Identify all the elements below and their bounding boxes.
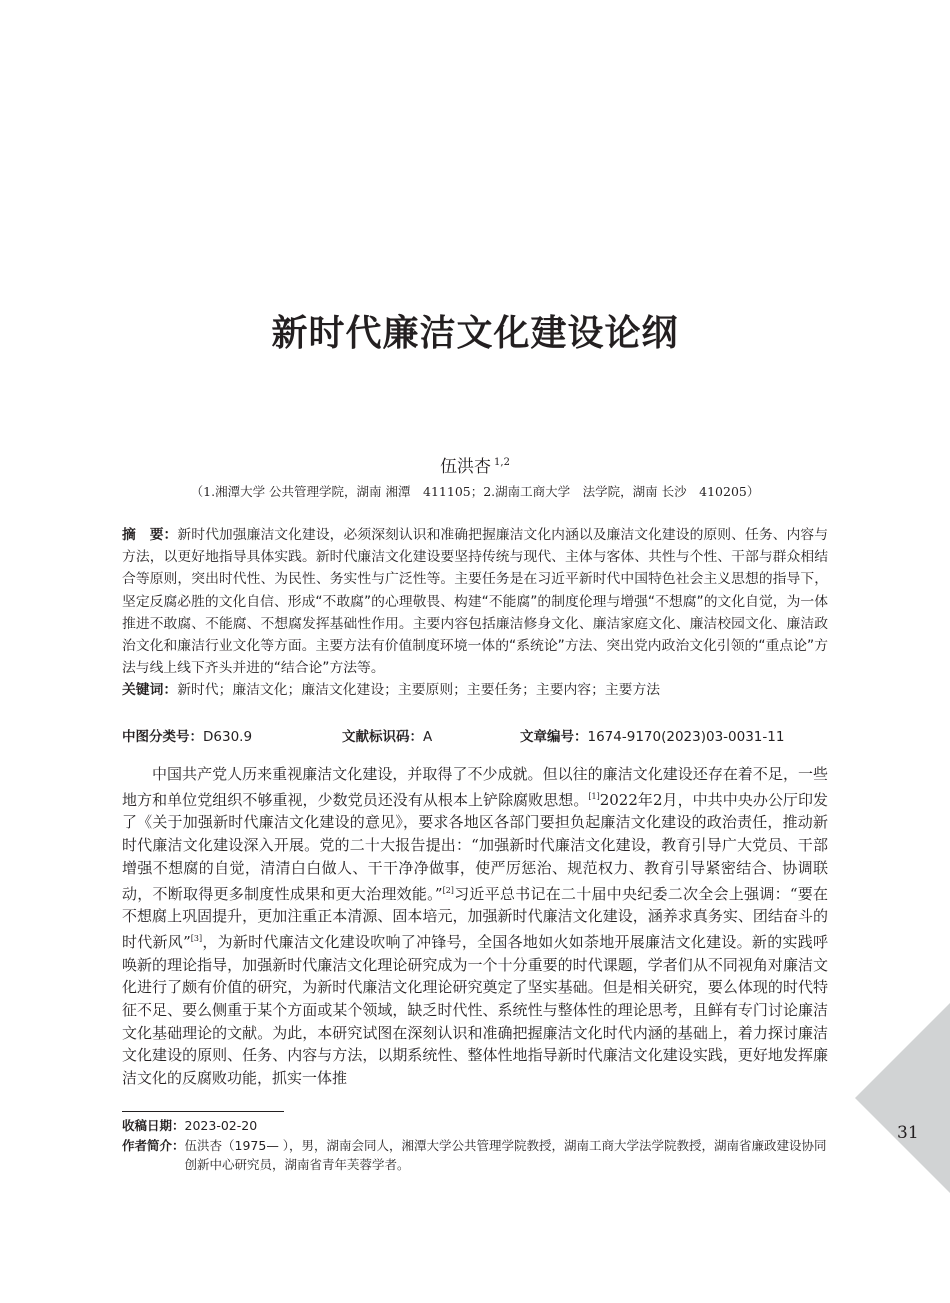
footnote-divider [122,1111,284,1112]
clc-value: D630.9 [203,729,253,745]
paper-title: 新时代廉洁文化建设论纲 [271,313,679,354]
abstract [122,524,828,702]
doc-code-label: 文献标识码： [342,729,423,745]
received-value: 2023-02-20 [184,1118,258,1133]
author-name: 伍洪杏 [440,457,492,477]
page-corner-tab [855,1003,950,1193]
keywords-text: 新时代；廉洁文化；廉洁文化建设；主要原则；主要任务；主要内容；主要方法 [177,682,661,699]
doc-code-value: A [423,729,433,745]
article-number [520,725,784,745]
received-date [122,1116,828,1135]
author-affiliation: （1.湘潭大学 公共管理学院，湖南 湘潭 411105；2.湖南工商大学 法学院，湖南 长沙 410205） [190,484,760,499]
abstract-text: 新时代加强廉洁文化建设，必须深刻认识和准确把握廉洁文化内涵以及廉洁文化建设的原则、任务、内容与方法，以更好地指导具体实践。新时代廉洁文化建设要坚持传统与现代、主体与客体、共性与个性、干部与群众相结合等原则，突出时代性、为民性、务实性与广泛性等。主要任务是在习近平新时代中国特色社会主义思想的指导下，坚定反腐必胜的文化自信、形成“不敢腐”的心理敬畏、构建“不能腐”的制度伦理与增强“不想腐”的文化自觉，为一体推进不敢腐、不能腐、不想腐发挥基础性作用。主要内容包括廉洁修身文化、廉洁家庭文化、廉洁校园文化、廉洁政治文化和廉洁行业文化等方面。主要方法有价值制度环境一体的“系统论”方法、突出党内政治文化引领的“重点论”方法与线上线下齐头并进的“结合论”方法等。 [122,527,829,677]
article-no-value: 1674-9170(2023)03-0031-11 [587,729,785,745]
author-bio-text: 伍洪杏（1975— ），男，湖南会同人，湘潭大学公共管理学院教授，湖南工商大学法学院教授，湖南省廉政建设协同创新中心研究员，湖南省青年芙蓉学者。 [184,1138,827,1172]
citation-1: [1] [588,791,600,801]
body-paragraph [122,763,828,1090]
body-text-1: 中国共产党人历来重视廉洁文化建设，并取得了不少成就。但以往的廉洁文化建设还存在着不足，一些地方和单位党组织不够重视，少数党员还没有从根本上铲除腐败思想。 [122,765,828,809]
citation-3: [3] [190,933,203,943]
received-label: 收稿日期： [122,1118,185,1133]
author-bio-label: 作者简介： [122,1138,185,1153]
clc-label: 中图分类号： [122,729,203,745]
citation-2: [2] [442,885,454,895]
keywords-label: 关键词： [122,682,178,699]
abstract-label: 摘 要： [122,527,178,543]
author-bio [122,1136,828,1174]
body-text-2: 2022年2月，中共中央办公厅印发了《关于加强新时代廉洁文化建设的意见》，要求各地区各部门要担负起廉洁文化建设的政治责任，推动新时代廉洁文化建设深入开展。党的二十大报告提出：“加强新时代廉洁文化建设，教育引导广大党员、干部增强不想腐的自觉，清清白白做人、干干净净做事，使严厉惩治、规范权力、教育引导紧密结合、协调联动，不断取得更多制度性成果和更大治理效能。” [122,790,828,903]
author-line [0,452,950,477]
author-superscript: 1,2 [494,457,510,468]
body-text-3: 习近平总书记在二十届中央纪委二次全会上强调：“要在不想腐上巩固提升，更加注重正本清源、固本培元，加强新时代廉洁文化建设，涵养求真务实、团结奋斗的时代新风” [122,884,829,951]
page-number: 31 [897,1123,919,1143]
article-no-label: 文章编号： [520,729,588,745]
clc-code [122,725,252,745]
document-code [342,725,432,745]
body-text-4: ，为新时代廉洁文化建设吹响了冲锋号，全国各地如火如荼地开展廉洁文化建设。新的实践呼唤新的理论指导，加强新时代廉洁文化理论研究成为一个十分重要的时代课题，学者们从不同视角对廉洁文化进行了颇有价值的研究，为新时代廉洁文化理论研究奠定了坚实基础。但是相关研究，要么体现的时代特征不足、要么侧重于某个方面或某个领域，缺乏时代性、系统性与整体性的理论思考，且鲜有专门讨论廉洁文化基础理论的文献。为此，本研究试图在深刻认识和准确把握廉洁文化时代内涵的基础上，着力探讨廉洁文化建设的原则、任务、内容与方法，以期系统性、整体性地指导新时代廉洁文化建设实践，更好地发挥廉洁文化的反腐败功能，抓实一体推 [122,932,828,1088]
